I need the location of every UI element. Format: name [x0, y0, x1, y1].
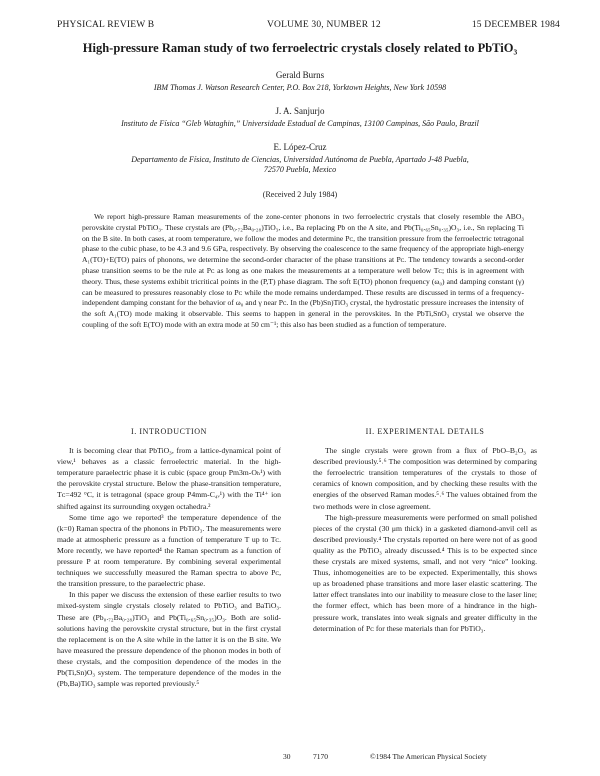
received-date: (Received 2 July 1984)	[262, 190, 338, 199]
author-affiliation: Instituto de Física “Gleb Wataghin,” Universidade Estadual de Campinas, 13100 Campinas, São Paulo, Brazil	[121, 119, 479, 128]
right-column	[313, 418, 537, 748]
paragraph: The high-pressure measurements were performed on small polished pieces of the crystal (30 μm thick) in a gasketed diamond-anvil cell as described previously.⁴ The crystals reported on here were not of as good quality as the PbTiO₃ already discussed.⁴ This is to be expected since these crystals are mixed systems, small, and not very “nice” looking. Thus, inhomogeneities are to be expected. Experimentally, this shows up as broadened phase transitions and more laser elastic scattering. The latter effect translates into our inability to measure close to the laser line; the former effect, which has been more of a hindrance in the high-pressure work, translates into weak signals and greater difficulty in the determination of Pᴄ for these materials than for PbTiO₃.	[313, 512, 537, 633]
paragraph: In this paper we discuss the extension of these earlier results to two mixed-system single crystals closely related to PbTiO₃ and BaTiO₃. These are (Pb₀.₇₂Ba₀.₂₈)TiO₃ and Pb(Ti₀.₆₅Sn₀.₃₅)O₃. Both are solid-solutions having the perovskite crystal structure, but in the first crystal the replacement is on the A site while in the latter it is on the B site. We have measured the pressure dependence of the phonon modes in both of these crystals, and the composition dependence of the modes in the Pb(Ti,Sn)O₃ system. The temperature dependence of the modes in the (Pb,Ba)TiO₃ sample was reported previously.⁵	[57, 590, 281, 689]
page-number: 30	[283, 752, 291, 761]
paper-title: High-pressure Raman study of two ferroelectric crystals closely related to PbTiO₃	[82, 41, 518, 55]
author-affiliation: Departamento de Física, Instituto de Ciencias, Universidad Autónoma de Puebla, Apartado J-48 Puebla, 72570 Puebla, Mexico	[131, 155, 469, 174]
article-number: 7170	[313, 752, 328, 761]
author-name: J. A. Sanjurjo	[275, 106, 325, 116]
issue-date: 15 DECEMBER 1984	[471, 20, 560, 30]
author-affiliation: IBM Thomas J. Watson Research Center, P.O. Box 218, Yorktown Heights, New York 10598	[153, 83, 447, 92]
abstract-text: We report high-pressure Raman measurements of the zone-center phonons in two ferroelectric crystals that closely resemble the ABO₃ perovskite crystal PbTiO₃. These crystals are (Pb₀.₇₂Ba₀.₂₈)TiO₃, i.e., Ba replacing Pb on the A site, and Pb(Ti₀.₆₅Sn₀.₃₅)O₃, i.e., Sn replacing Ti on the B site. In both cases, at room temperature, we follow the modes and determine Pᴄ, the transition pressure from the ferroelectric tetragonal phase to the cubic phase, to be 4.3 and 9.6 GPa, respectively. By observing the coalescence to the same frequency of the appropriate high-energy A₁(TO)+E(TO) pairs of phonons, we determine the second-order character of the phase transitions at Pᴄ. The tendency towards a second-order phase transition seems to be the rule at Pᴄ as long as one makes the measurements at a temperature well below Tᴄ; this is in agreement with theory. Thus, these systems exhibit tricritical points in the (P,T) phase diagram. The soft E(TO) phonon frequency (ω₀) and damping constant (γ) can be measured to pressures reasonably close to Pᴄ while the mode remains underdamped. These results are discussed in terms of a frequency-independent damping constant for the behavior of ω₀ and γ near Pᴄ. In the (Pb)Sn)TiO₃ crystal, the hydrostatic pressure increases the intensity of the soft A₁(TO) mode making it observable. This seems to happen in general in the perovskites. In the PbTi,SnO₃ crystal we observe the coupling of the soft E(TO) mode with an extra mode at 50 cm⁻¹; this also has been studied as a function of temperature.	[82, 212, 524, 329]
author-name: E. López-Cruz	[273, 142, 327, 152]
paragraph: The single crystals were grown from a flux of PbO–B₂O₃ as described previously.⁵˒⁶ The composition was determined by comparing the ferroelectric transition temperatures of the crystals to those of ceramics of known composition, and by checking these results with the energies of the observed Raman modes.⁵˒⁶ The values obtained from the two methods were in close agreement.	[313, 446, 537, 511]
paragraph: It is becoming clear that PbTiO₃, from a lattice-dynamical point of view,¹ behaves as a classic ferroelectric material. In the high-temperature paraelectric phase it is cubic (space group Pm3m-Oₕ¹) with the perovskite crystal structure. Below the phase-transition temperature, Tᴄ=492 °C, it is tetragonal (space group P4mm-C₄ᵥ¹) with the Ti⁴⁺ ion shifted against its surrounding oxygen octahedra.²	[57, 446, 281, 511]
journal-name: PHYSICAL REVIEW B	[57, 20, 155, 30]
section-heading: I. INTRODUCTION	[130, 427, 208, 436]
author-name: Gerald Burns	[275, 70, 325, 80]
section-heading: II. EXPERIMENTAL DETAILS	[365, 427, 485, 436]
paragraph: Some time ago we reported³ the temperature dependence of the (k=0) Raman spectra of the phonons in PbTiO₃. The measurements were made at atmospheric pressure as a function of temperature T up to Tᴄ. More recently, we have reported⁴ the Raman spectrum as a function of pressure P at room temperature. By combining several experimental techniques we successfully measured the Raman spectra to above Pᴄ, the transition pressure, to the paraelectric phase.	[57, 512, 281, 589]
left-column	[57, 418, 281, 740]
volume-number: VOLUME 30, NUMBER 12	[267, 20, 381, 30]
running-header	[57, 20, 560, 34]
abstract	[82, 212, 524, 408]
copyright-notice: ©1984 The American Physical Society	[370, 752, 487, 761]
